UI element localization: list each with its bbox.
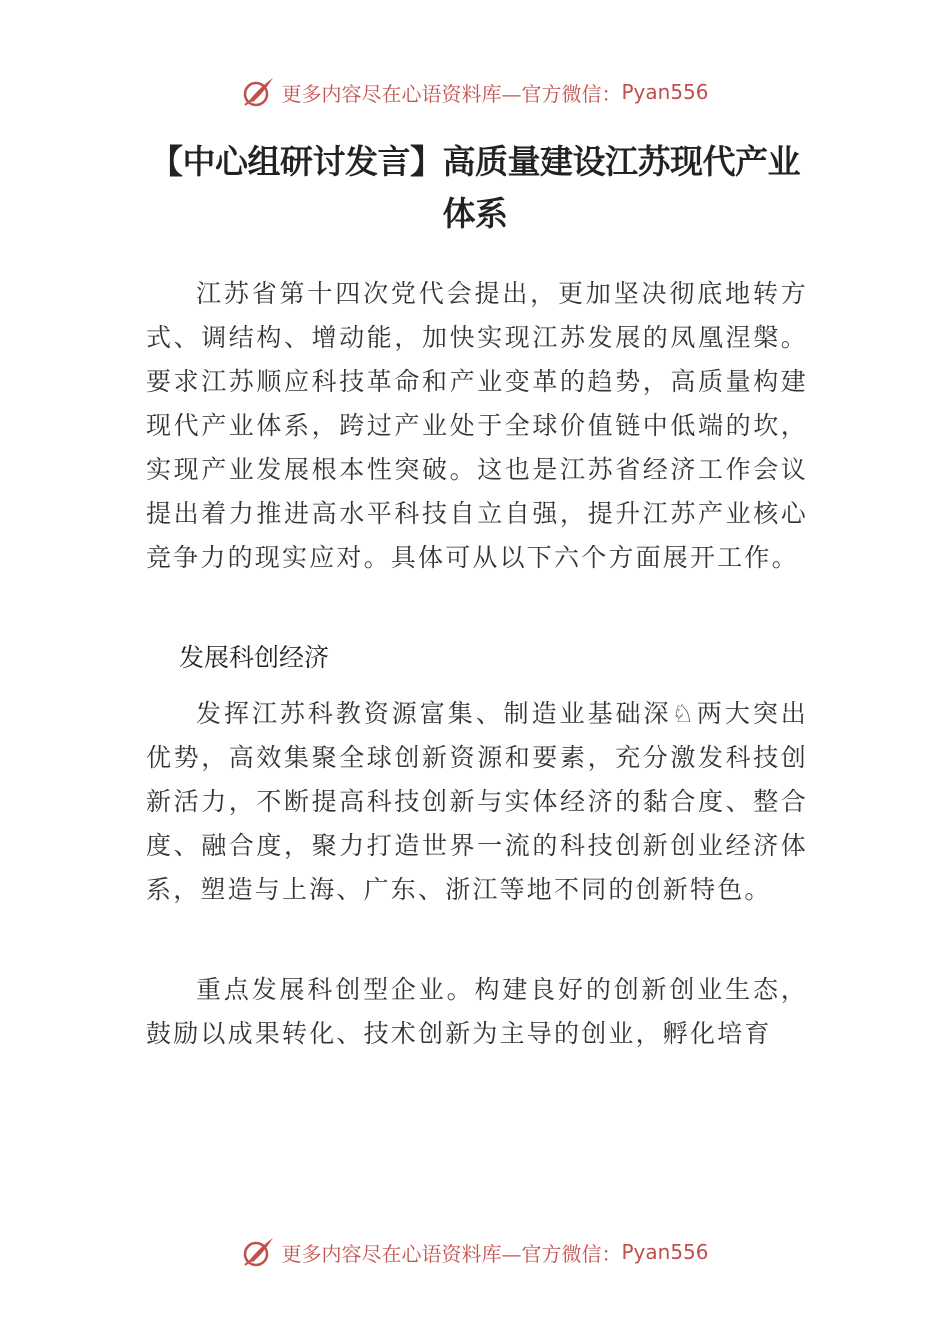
section-heading: 发展科创经济: [179, 643, 330, 672]
document-title: 【中心组研讨发言】高质量建设江苏现代产业体系: [150, 142, 800, 233]
header-banner-text: 更多内容尽在心语资料库—官方微信：: [281, 81, 622, 106]
section-paragraph-2: 重点发展科创型企业。构建良好的创新创业生态，鼓励以成果转化、技术创新为主导的创业，孵化培育: [146, 975, 808, 1048]
footer-banner-text: 更多内容尽在心语资料库—官方微信：: [281, 1241, 622, 1266]
intro-paragraph: 江苏省第十四次党代会提出，更加坚决彻底地转方式、调结构、增动能，加快实现江苏发展的凤凰涅槃。要求江苏顺应科技革命和产业变革的趋势，高质量构建现代产业体系，跨过产业处于全球价值链中低端的坎，实现产业发展根本性突破。这也是江苏省经济工作会议提出着力推进高水平科技自立自强，提升江苏产业核心竞争力的现实应对。具体可从以下六个方面展开工作。: [146, 279, 808, 572]
quill-logo-icon: [241, 75, 275, 109]
document-body: [146, 272, 808, 1056]
section-paragraph-1: 发挥江苏科教资源富集、制造业基础深♘两大突出优势，高效集聚全球创新资源和要素，充分激发科技创新活力，不断提高科技创新与实体经济的黏合度、整合度、融合度，聚力打造世界一流的科技创新创业经济体系，塑造与上海、广东、浙江等地不同的创新特色。: [146, 699, 808, 904]
header-watermark: [0, 72, 950, 112]
footer-wechat-id: Pyan556: [621, 1240, 709, 1264]
footer-watermark: [0, 1232, 950, 1272]
header-wechat-id: Pyan556: [621, 80, 709, 104]
quill-logo-icon: [241, 1235, 275, 1269]
